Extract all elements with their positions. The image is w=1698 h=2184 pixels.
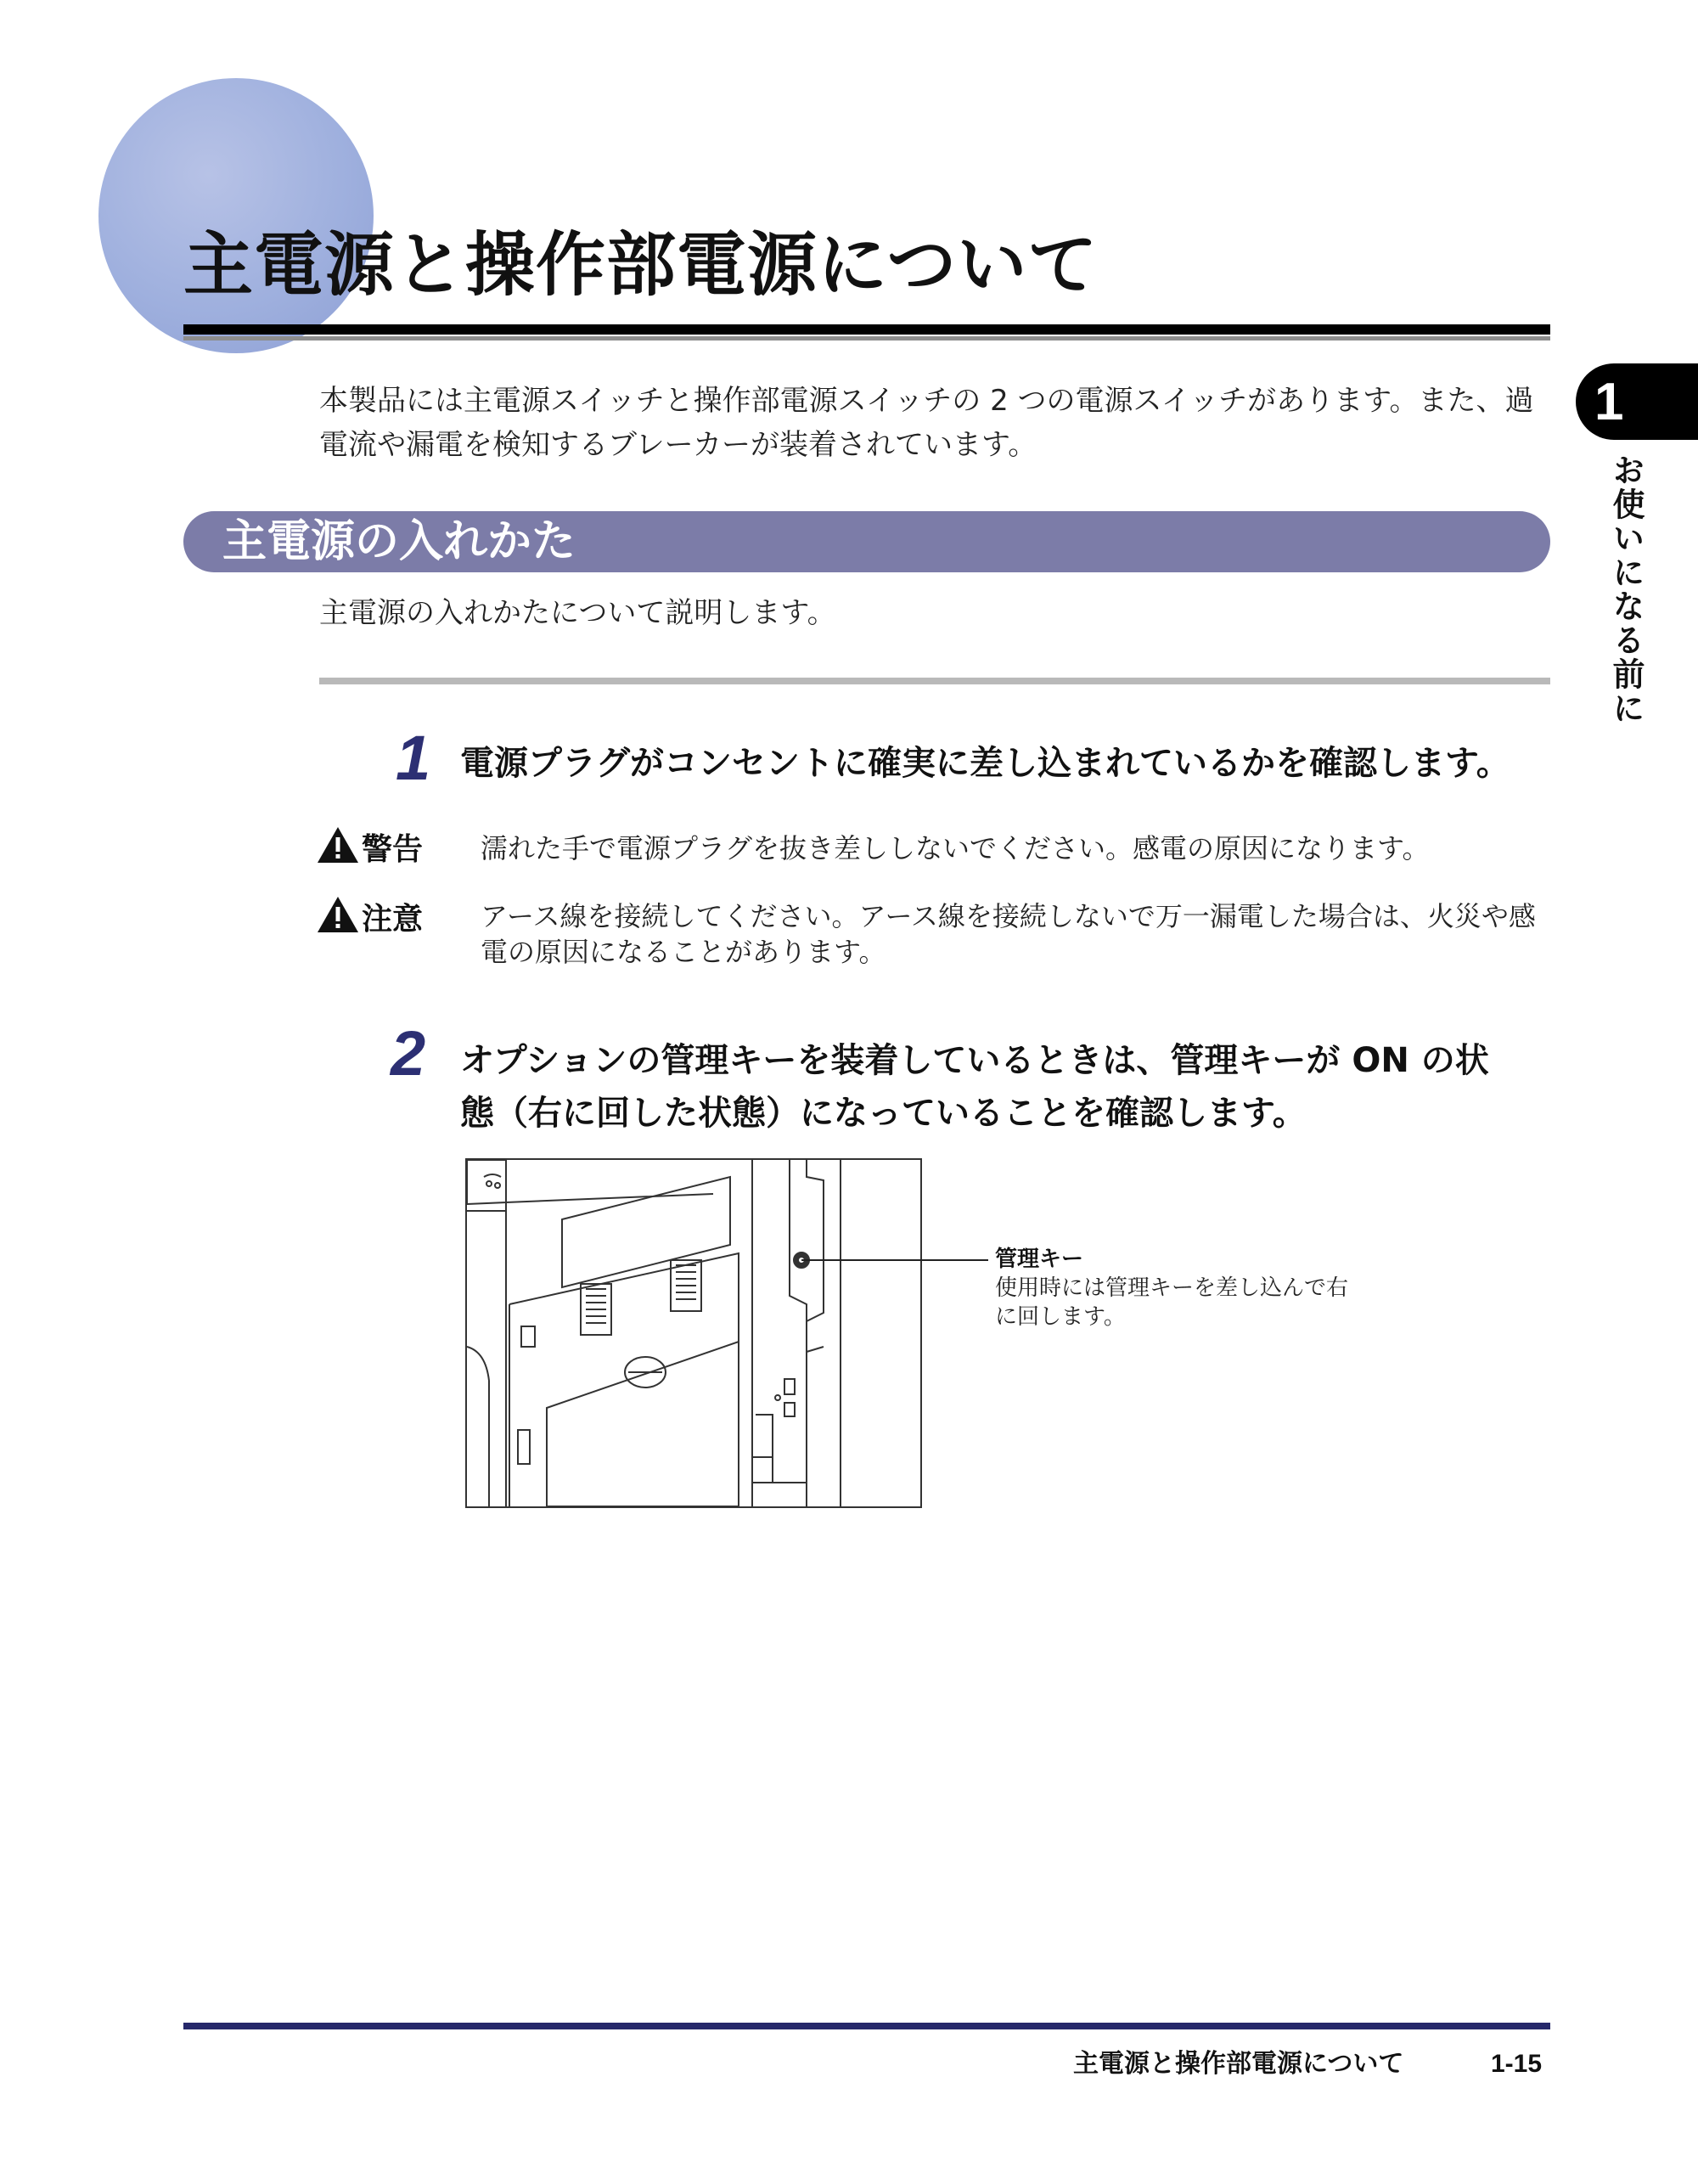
machine-illustration	[465, 1158, 922, 1508]
intro-paragraph: 本製品には主電源スイッチと操作部電源スイッチの 2 つの電源スイッチがあります。また、過電流や漏電を検知するブレーカーが装着されています。	[319, 384, 1534, 462]
warning-icon	[316, 895, 360, 934]
warning-icon	[316, 825, 360, 864]
warning-text: 濡れた手で電源プラグを抜き差ししないでください。感電の原因になります。	[481, 832, 1430, 864]
caution-label-text: 注意	[362, 902, 424, 937]
section-title: 主電源の入れかた	[222, 516, 576, 567]
title-decoration-circle	[98, 78, 374, 353]
page-title: 主電源と操作部電源について	[183, 225, 1099, 306]
callout-description: 使用時には管理キーを差し込んで右に回します。	[995, 1275, 1349, 1330]
caution-text: アース線を接続してください。アース線を接続しないで万一漏電した場合は、火災や感電の原因になることがあります。	[481, 900, 1536, 968]
section-description: 主電源の入れかたについて説明します。	[319, 596, 836, 630]
title-rule	[183, 324, 1550, 335]
section-divider	[319, 678, 1550, 684]
step-text: オプションの管理キーを装着しているときは、管理キーが ON の状態（右に回した状態）になっていることを確認します。	[460, 1041, 1489, 1133]
title-rule-shadow	[183, 336, 1550, 341]
footer-rule	[183, 2023, 1550, 2029]
copier-side-drawing	[467, 1160, 920, 1506]
chapter-label: お使いになる前に	[1607, 453, 1645, 725]
footer-title: 主電源と操作部電源について	[1073, 2049, 1404, 2079]
page-number: 1-15	[1491, 2050, 1543, 2078]
step-number: 2	[391, 1018, 426, 1089]
warning-label-text: 警告	[362, 832, 424, 867]
warning-label	[316, 825, 423, 869]
step-number: 1	[396, 723, 431, 793]
chapter-number: 1	[1594, 373, 1624, 431]
caution-label	[316, 895, 423, 938]
callout-title: 管理キー	[995, 1247, 1084, 1272]
step-text: 電源プラグがコンセントに確実に差し込まれているかを確認します。	[460, 744, 1510, 783]
callout-leader-line	[801, 1259, 988, 1261]
